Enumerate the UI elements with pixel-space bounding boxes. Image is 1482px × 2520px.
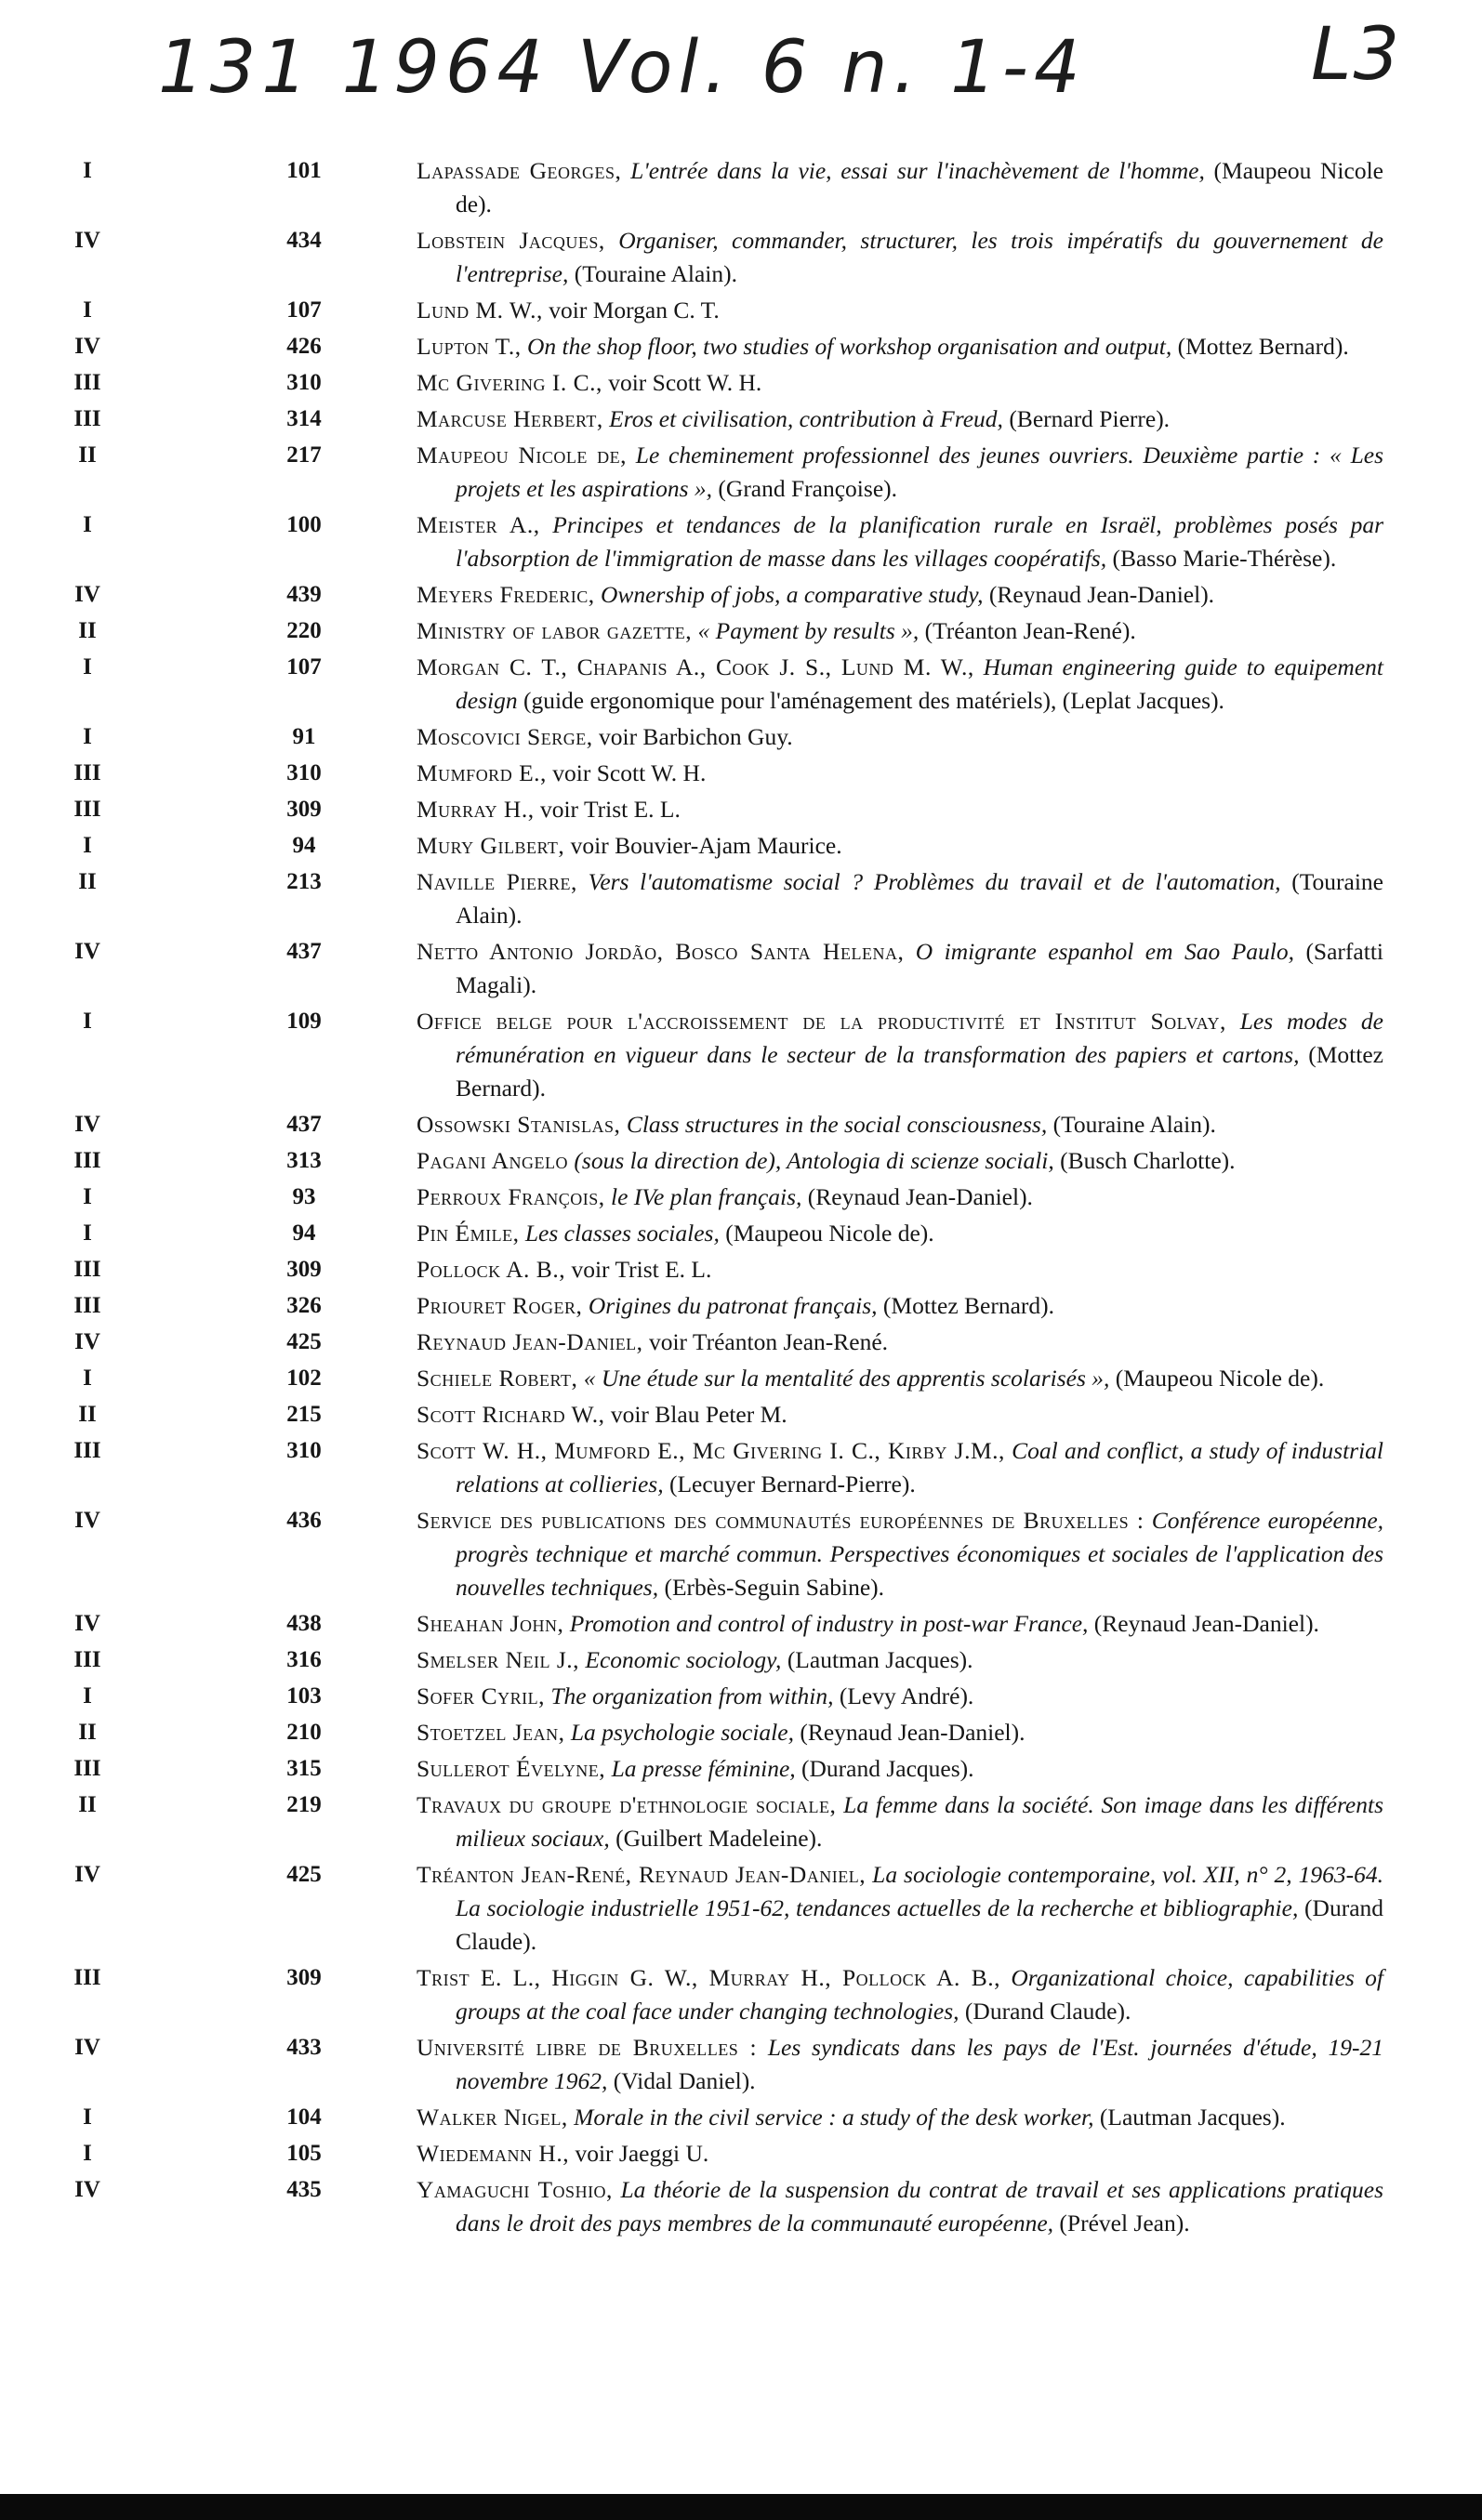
work-title: Human engineering guide to equipement design [456,653,1383,714]
reviewer: voir Morgan C. T. [549,297,720,323]
reviewer: (guide ergonomique pour l'aménagement des matériels), (Leplat Jacques). [523,687,1224,714]
index-entry [0,1961,1482,2028]
volume-number: IV [74,228,100,253]
index-entry [0,1289,1482,1323]
reviewer: (Reynaud Jean-Daniel). [988,581,1215,608]
page-number: 310 [286,370,322,395]
entry-text [417,1504,1383,1604]
reviewer: (Mottez Bernard). [882,1292,1055,1319]
index-entry [0,402,1482,436]
page-number: 217 [286,442,322,468]
work-title: (sous la direction de), Antologia di scienze sociali, [574,1147,1054,1174]
volume-number: III [73,1148,101,1173]
entry-text [417,1398,1383,1432]
page-number: 316 [286,1647,322,1672]
volume-number: III [73,1438,101,1463]
volume-number: I [83,512,92,537]
entry-text [417,757,1383,790]
work-title: Ownership of jobs, a comparative study, [601,581,984,608]
author-name: Morgan C. T., Chapanis A., Cook J. S., Lund M. W., [417,653,974,680]
reviewer: voir Blau Peter M. [610,1401,787,1428]
reviewer: voir Tréanton Jean-René. [648,1328,889,1355]
index-entry [0,2101,1482,2134]
reviewer: (Lautman Jacques). [1099,2104,1286,2131]
entry-text [417,720,1383,754]
work-title: O imigrante espanhol em Sao Paulo, [915,938,1294,965]
work-title: Le cheminement professionnel des jeunes ouvriers. Deuxième partie : « Les projets et les aspirations », [456,442,1384,502]
page-number: 100 [286,512,322,537]
entry-text [417,1181,1383,1214]
author-name: Scott W. H., Mumford E., Mc Givering I. C., Kirby J.M., [417,1437,1005,1464]
reviewer: (Erbès-Seguin Sabine). [664,1574,885,1601]
author-name: Wiedemann H., [417,2140,570,2167]
volume-number: IV [74,939,100,964]
author-name: Pollock A. B., [417,1256,566,1283]
reviewer: voir Trist E. L. [539,796,681,823]
entry-text [417,1961,1383,2028]
entry-text [417,1217,1383,1250]
entry-text [417,1680,1383,1713]
page-number: 439 [286,582,322,607]
index-entries [0,154,1482,2243]
entry-text [417,578,1383,612]
volume-number: II [78,442,97,468]
work-title: Economic sociology, [585,1646,782,1673]
index-entry [0,1108,1482,1141]
entry-text [417,508,1383,575]
entry-text [417,366,1383,400]
entry-text [417,1362,1383,1395]
page-number: 104 [286,2104,322,2130]
volume-number: II [78,618,97,643]
work-title: La femme dans la société. Son image dans les différents milieux sociaux, [456,1791,1383,1852]
volume-number: IV [74,1508,100,1533]
page-number: 109 [286,1009,322,1034]
handwritten-header [0,0,1482,158]
entry-text [417,402,1383,436]
entry-text [417,154,1383,221]
page-number: 210 [286,1720,322,1745]
author-name: Marcuse Herbert, [417,405,603,432]
page-number: 309 [286,1965,322,1990]
entry-text [417,2031,1383,2098]
page-number: 426 [286,334,322,359]
work-title: La psychologie sociale, [570,1719,794,1746]
work-title: Les classes sociales, [524,1220,720,1247]
entry-text [417,829,1383,863]
work-title: Coal and conflict, a study of industrial relations at collieries, [456,1437,1383,1497]
reviewer: (Mottez Bernard). [1177,333,1349,360]
reviewer: voir Jaeggi U. [575,2140,709,2167]
index-entry [0,1716,1482,1749]
volume-number: III [73,406,101,431]
reviewer: voir Scott W. H. [552,759,707,786]
index-entry [0,935,1482,1002]
entry-text [417,224,1383,291]
index-entry [0,508,1482,575]
page-number: 425 [286,1862,322,1887]
index-entry [0,1326,1482,1359]
index-entry [0,1144,1482,1178]
page-number: 219 [286,1792,322,1817]
volume-number: I [83,2141,92,2166]
author-name: Office belge pour l'accroissement de la productivité et Institut Solvay, [417,1008,1226,1035]
reviewer: voir Barbichon Guy. [598,723,793,750]
work-title: Class structures in the social consciousness, [626,1111,1048,1138]
entry-text [417,935,1383,1002]
author-name: Netto Antonio Jordão, Bosco Santa Helena, [417,938,905,965]
author-name: Mc Givering I. C., [417,369,602,396]
author-name: Scott Richard W., [417,1401,605,1428]
page-number: 101 [286,158,322,183]
author-name: Perroux François, [417,1183,605,1210]
entry-text [417,2173,1383,2240]
reviewer: (Touraine Alain). [1052,1111,1216,1138]
entry-text [417,2137,1383,2170]
volume-number: III [73,1647,101,1672]
reviewer: (Vidal Daniel). [613,2067,756,2094]
index-entry [0,1788,1482,1855]
entry-text [417,1434,1383,1501]
author-name: Pin Émile, [417,1220,520,1247]
author-name: Yamaguchi Toshio, [417,2176,613,2203]
author-name: Murray H., [417,796,535,823]
reviewer: (Lautman Jacques). [787,1646,973,1673]
entry-text [417,651,1383,718]
volume-number: III [73,1293,101,1318]
work-title: Conférence européenne, progrès technique et marché commun. Perspectives économiques et sociales de l'application des nouvelles techniques, [456,1507,1384,1601]
volume-number: I [83,2104,92,2130]
entry-text [417,1752,1383,1786]
index-entry [0,614,1482,648]
page-number: 220 [286,618,322,643]
work-title: « Payment by results », [697,617,920,644]
page-number: 437 [286,1112,322,1137]
index-entry [0,224,1482,291]
page-number: 94 [292,1220,316,1246]
entry-text [417,1607,1383,1641]
volume-number: III [73,370,101,395]
index-entry [0,1643,1482,1677]
index-entry [0,793,1482,826]
author-name: Lapassade Georges, [417,157,622,184]
index-entry [0,1607,1482,1641]
author-name: Reynaud Jean-Daniel, [417,1328,643,1355]
index-entry [0,2137,1482,2170]
entry-text [417,1108,1383,1141]
page-number: 215 [286,1402,322,1427]
author-name: Pagani Angelo [417,1147,569,1174]
reviewer: (Busch Charlotte). [1060,1147,1236,1174]
entry-text [417,439,1383,506]
page-number: 435 [286,2177,322,2202]
entry-text [417,865,1383,932]
page-number: 326 [286,1293,322,1318]
volume-number: I [83,1184,92,1209]
volume-number: IV [74,1611,100,1636]
volume-number: IV [74,582,100,607]
volume-number: I [83,1220,92,1246]
index-entry [0,865,1482,932]
reviewer: (Durand Jacques). [801,1755,974,1782]
index-entry [0,651,1482,718]
reviewer: (Durand Claude). [456,1894,1384,1955]
entry-text [417,1788,1383,1855]
work-title: Organiser, commander, structurer, les trois impératifs du gouvernement de l'entreprise, [456,227,1383,287]
author-name: Mury Gilbert, [417,832,565,859]
entry-text [417,1144,1383,1178]
volume-number: I [83,724,92,749]
reviewer: (Touraine Alain). [574,260,737,287]
work-title: Les modes de rémunération en vigueur dans le secteur de la transformation des papiers et cartons, [456,1008,1384,1068]
volume-number: II [78,1402,97,1427]
page-number: 315 [286,1756,322,1781]
volume-number: III [73,1257,101,1282]
volume-number: I [83,1366,92,1391]
work-title: On the shop floor, two studies of workshop organisation and output, [526,333,1172,360]
volume-number: II [78,1720,97,1745]
volume-number: IV [74,1862,100,1887]
volume-number: I [83,833,92,858]
author-name: Service des publications des communautés européennes de Bruxelles : [417,1507,1145,1534]
author-name: Moscovici Serge, [417,723,593,750]
page-number: 103 [286,1683,322,1709]
entry-text [417,1643,1383,1677]
work-title: « Une étude sur la mentalité des apprentis scolarisés », [583,1365,1110,1392]
index-entry [0,2173,1482,2240]
volume-number: II [78,869,97,894]
work-title: Morale in the civil service : a study of the desk worker, [574,2104,1094,2131]
author-name: Lupton T., [417,333,522,360]
volume-number: IV [74,1329,100,1354]
author-name: Smelser Neil J., [417,1646,580,1673]
index-entry [0,757,1482,790]
work-title: La théorie de la suspension du contrat de travail et ses applications pratiques dans le droit des pays membres de la communauté européenne, [456,2176,1383,2236]
index-entry [0,1858,1482,1959]
reviewer: (Reynaud Jean-Daniel). [1093,1610,1319,1637]
author-name: Trist E. L., Higgin G. W., Murray H., Pollock A. B., [417,1964,1000,1991]
entry-text [417,1716,1383,1749]
entry-text [417,330,1383,363]
author-name: Meister A., [417,511,540,538]
page-number: 93 [292,1184,316,1209]
work-title: le IVe plan français, [611,1183,802,1210]
reviewer: (Basso Marie-Thérèse). [1112,545,1337,572]
reviewer: (Grand Françoise). [718,475,898,502]
index-entry [0,439,1482,506]
entry-text [417,793,1383,826]
author-name: Ossowski Stanislas, [417,1111,621,1138]
index-entry [0,1181,1482,1214]
volume-number: IV [74,1112,100,1137]
page-number: 94 [292,833,316,858]
page-number: 91 [292,724,316,749]
work-title: La presse féminine, [611,1755,796,1782]
reviewer: (Sarfatti Magali). [456,938,1383,998]
author-name: Stoetzel Jean, [417,1719,565,1746]
volume-number: III [73,797,101,822]
page-number: 434 [286,228,322,253]
reviewer: (Lecuyer Bernard-Pierre). [668,1471,916,1497]
author-name: Sofer Cyril, [417,1682,545,1709]
author-name: Ministry of labor gazette, [417,617,693,644]
page-number: 107 [286,297,322,323]
page-number: 309 [286,797,322,822]
work-title: L'entrée dans la vie, essai sur l'inachèvement de l'homme, [630,157,1205,184]
index-entry [0,720,1482,754]
scan-border [0,2494,1482,2520]
volume-number: I [83,297,92,323]
reviewer: voir Bouvier-Ajam Maurice. [570,832,842,859]
author-name: Walker Nigel, [417,2104,568,2131]
author-name: Lobstein Jacques, [417,227,605,254]
index-entry [0,1680,1482,1713]
index-entry [0,154,1482,221]
index-entry [0,1253,1482,1286]
entry-text [417,1326,1383,1359]
reviewer: (Maupeou Nicole de). [1115,1365,1325,1392]
handwritten-title: 131 1964 Vol. 6 n. 1-4 [158,26,1086,110]
author-name: Sullerot Évelyne, [417,1755,606,1782]
entry-text [417,1253,1383,1286]
volume-number: II [78,1792,97,1817]
volume-number: I [83,1683,92,1709]
entry-text [417,614,1383,648]
reviewer: (Tréanton Jean-René). [924,617,1136,644]
page-number: 102 [286,1366,322,1391]
author-name: Meyers Frederic, [417,581,595,608]
volume-number: III [73,760,101,785]
page-number: 436 [286,1508,322,1533]
entry-text [417,1289,1383,1323]
work-title: Promotion and control of industry in post-war France, [569,1610,1089,1637]
author-name: Naville Pierre, [417,868,577,895]
index-entry [0,1362,1482,1395]
author-name: Tréanton Jean-René, Reynaud Jean-Daniel, [417,1861,867,1888]
handwritten-code: L3 [1311,13,1402,97]
index-entry [0,829,1482,863]
author-name: Schiele Robert, [417,1365,578,1392]
index-entry [0,330,1482,363]
page-number: 105 [286,2141,322,2166]
page-number: 107 [286,654,322,679]
page-number: 310 [286,760,322,785]
author-name: Mumford E., [417,759,547,786]
page-number: 213 [286,869,322,894]
index-entry [0,1398,1482,1432]
author-name: Travaux du groupe d'ethnologie sociale, [417,1791,837,1818]
work-title: Eros et civilisation, contribution à Freud, [609,405,1003,432]
reviewer: (Reynaud Jean-Daniel). [800,1719,1025,1746]
work-title: Vers l'automatisme social ? Problèmes du travail et de l'automation, [588,868,1281,895]
index-entry [0,1217,1482,1250]
author-name: Sheahan John, [417,1610,564,1637]
reviewer: voir Trist E. L. [571,1256,712,1283]
volume-number: IV [74,2035,100,2060]
page-number: 437 [286,939,322,964]
volume-number: I [83,158,92,183]
volume-number: I [83,1009,92,1034]
index-entry [0,1504,1482,1604]
page-number: 313 [286,1148,322,1173]
page-number: 425 [286,1329,322,1354]
author-name: Priouret Roger, [417,1292,583,1319]
page-number: 433 [286,2035,322,2060]
reviewer: (Maupeou Nicole de). [456,157,1383,218]
volume-number: IV [74,334,100,359]
work-title: Origines du patronat français, [588,1292,878,1319]
reviewer: (Bernard Pierre). [1009,405,1171,432]
volume-number: III [73,1756,101,1781]
reviewer: (Touraine Alain). [456,868,1384,929]
volume-number: I [83,654,92,679]
reviewer: (Durand Claude). [964,1998,1131,2025]
index-entry [0,1005,1482,1105]
reviewer: voir Scott W. H. [608,369,762,396]
entry-text [417,294,1383,327]
index-entry [0,366,1482,400]
reviewer: (Mottez Bernard). [456,1041,1383,1102]
volume-number: III [73,1965,101,1990]
reviewer: (Reynaud Jean-Daniel). [807,1183,1033,1210]
reviewer: (Prével Jean). [1059,2210,1190,2236]
entry-text [417,1858,1383,1959]
author-name: Lund M. W., [417,297,543,323]
work-title: The organization from within, [550,1682,834,1709]
page-number: 310 [286,1438,322,1463]
reviewer: (Guilbert Madeleine). [615,1825,823,1852]
reviewer: (Levy André). [839,1682,974,1709]
index-entry [0,578,1482,612]
index-entry [0,1434,1482,1501]
index-entry [0,1752,1482,1786]
page-number: 438 [286,1611,322,1636]
entry-text [417,1005,1383,1105]
author-name: Université libre de Bruxelles : [417,2034,758,2061]
work-title: Organizational choice, capabilities of groups at the coal face under changing technologies, [456,1964,1383,2025]
volume-number: IV [74,2177,100,2202]
index-entry [0,2031,1482,2098]
work-title: Principes et tendances de la planification rurale en Israël, problèmes posés par l'absorption de l'immigration de masse dans les villages coopératifs, [456,511,1384,572]
index-entry [0,294,1482,327]
work-title: La sociologie contemporaine, vol. XII, n° 2, 1963-64. La sociologie industrielle 1951-62, tendances actuelles de la recherche et bibliographie, [456,1861,1383,1921]
author-name: Maupeou Nicole de, [417,442,627,468]
page-number: 314 [286,406,322,431]
reviewer: (Maupeou Nicole de). [725,1220,934,1247]
work-title: Les syndicats dans les pays de l'Est. journées d'étude, 19-21 novembre 1962, [456,2034,1384,2094]
entry-text [417,2101,1383,2134]
page-number: 309 [286,1257,322,1282]
